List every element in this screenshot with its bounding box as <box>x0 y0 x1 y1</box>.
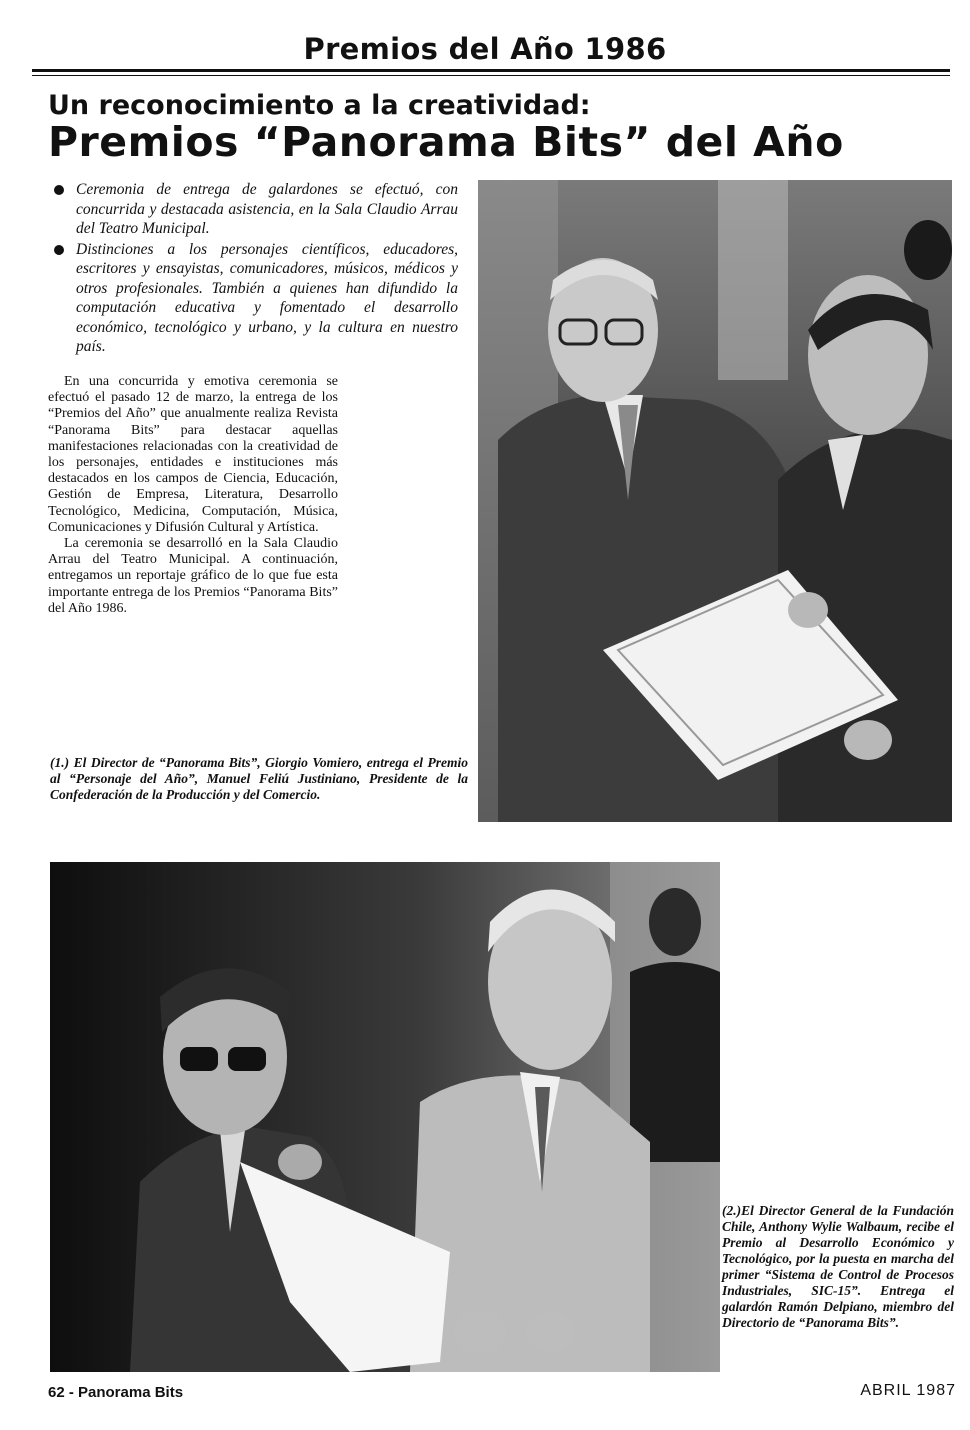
body-paragraph: La ceremonia se desarrolló en la Sala Claudio Arrau del Teatro Municipal. A continuación, entregamos un reportaje gráfico de lo que fue esta importante entrega de los Premios “Panorama Bits” del Año 1986. <box>48 536 338 616</box>
header-rule-thin <box>32 75 950 76</box>
article-body <box>48 374 338 617</box>
photo-1-caption: (1.) El Director de “Panorama Bits”, Giorgio Vomiero, entrega el Premio al “Personaje del Año”, Manuel Feliú Justiniano, Presidente de la Confederación de la Producción y del Comercio. <box>50 755 468 802</box>
photo-2-caption: (2.)El Director General de la Fundación Chile, Anthony Wylie Walbaum, recibe el Premio al Desarrollo Económico y Tecnológico, por la puesta en marcha del primer “Sistema de Control de Procesos Industriales, SIC-15”. Entrega el galardón Ramón Delpiano, miembro del Directorio de “Panorama Bits”. <box>722 1203 954 1330</box>
photo-award-2 <box>50 862 720 1372</box>
summary-bullet <box>48 240 458 357</box>
summary-bullets <box>48 180 458 358</box>
photo-2-illustration <box>50 862 720 1372</box>
bullet-dot-icon <box>54 185 64 195</box>
photo-1-illustration <box>478 180 952 822</box>
page-footer-date: ABRIL 1987 <box>860 1382 956 1399</box>
photo-award-1 <box>478 180 952 822</box>
bullet-text: Ceremonia de entrega de galardones se efectuó, con concurrida y destacada asistencia, en la Sala Claudio Arrau del Teatro Municipal. <box>76 181 458 237</box>
headline-title: Premios “Panorama Bits” del Año <box>48 118 844 166</box>
headline-kicker: Un reconocimiento a la creatividad: <box>48 90 591 121</box>
section-header: Premios del Año 1986 <box>303 32 667 66</box>
bullet-dot-icon <box>54 245 64 255</box>
body-paragraph: En una concurrida y emotiva ceremonia se efectuó el pasado 12 de marzo, la entrega de los “Premios del Año” que anualmente realiza Revista “Panorama Bits” para destacar aquellas manifestaciones relacionadas con la creatividad de los personajes, entidades e instituciones más destacados en los campos de Ciencia, Educación, Gestión de Empresa, Literatura, Desarrollo Tecnológico, Medicina, Computación, Música, Comunicaciones y Difusión Cultural y Artística. <box>48 374 338 535</box>
header-rule-thick <box>32 69 950 72</box>
page-footer-folio: 62 - Panorama Bits <box>48 1384 184 1401</box>
summary-bullet <box>48 180 458 239</box>
bullet-text: Distinciones a los personajes científicos, educadores, escritores y ensayistas, comunicadores, músicos, médicos y otros profesionales. También a quienes han difundido la computación educativa y fomentado el desarrollo económico, tecnológico y urbano, y la cultura en nuestro país. <box>76 240 458 355</box>
